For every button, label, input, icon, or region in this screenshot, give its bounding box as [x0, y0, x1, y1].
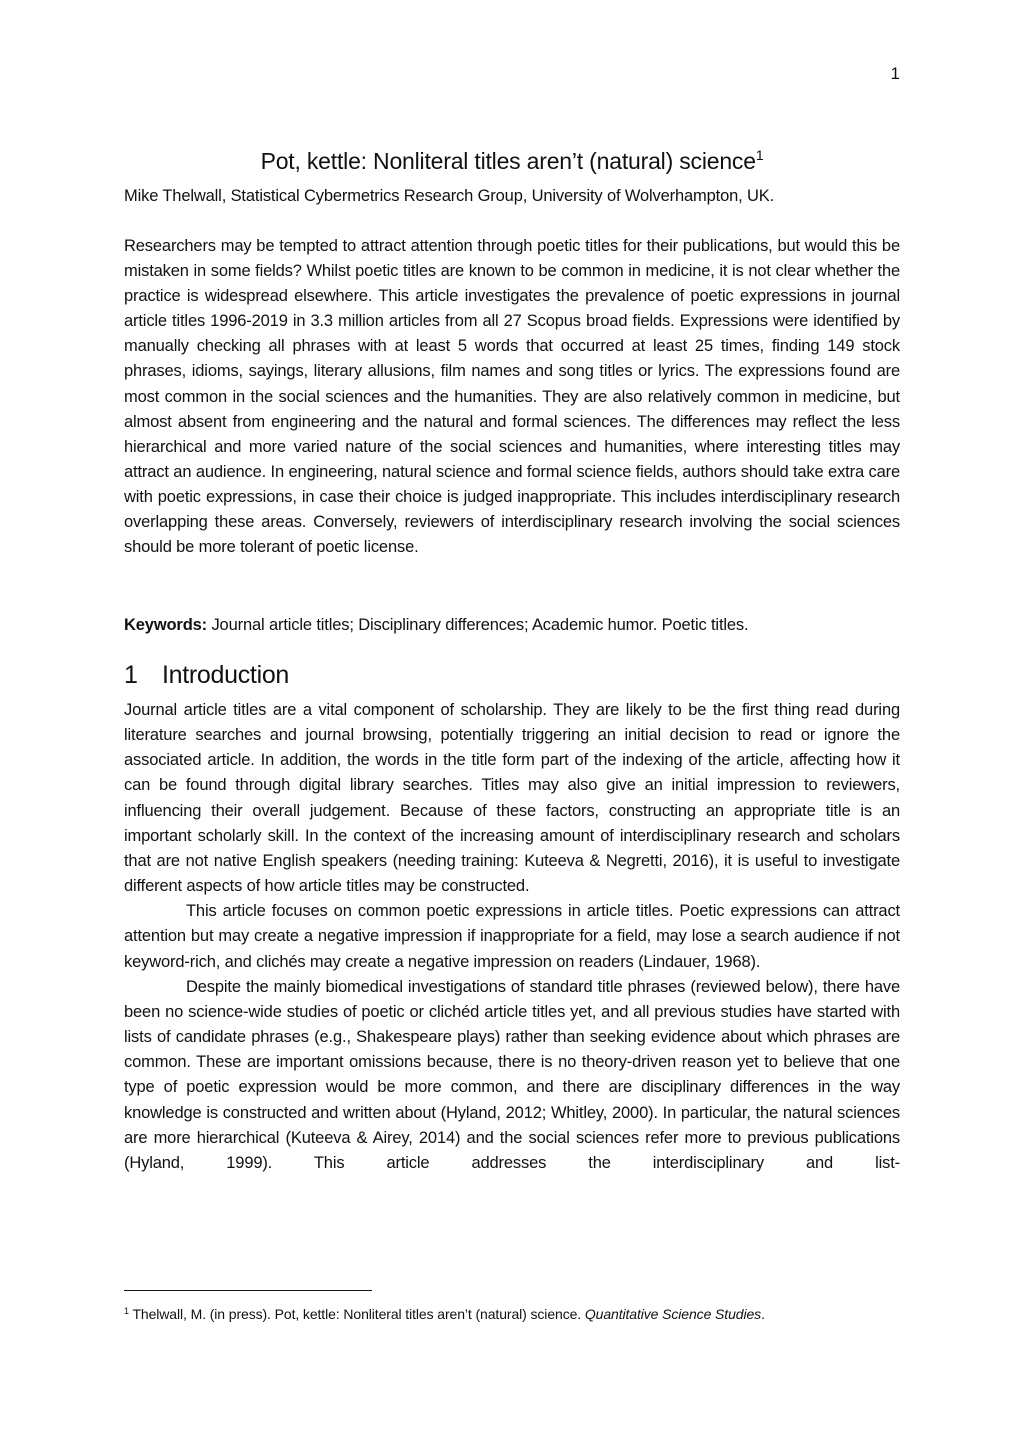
footnote-mark: 1	[124, 1306, 129, 1316]
footnote-journal: Quantitative Science Studies	[584, 1306, 762, 1322]
paper-title	[124, 146, 900, 176]
keywords-label: Keywords:	[124, 616, 208, 634]
section-heading-introduction	[124, 658, 900, 692]
title-footnote-mark: 1	[755, 147, 764, 163]
introduction-body	[124, 698, 900, 1176]
section-number: 1	[124, 661, 138, 689]
intro-paragraph-3: Despite the mainly biomedical investigations of standard title phrases (reviewed below), there have been no science-wide studies of poetic or clichéd article titles yet, and all previous studies have started with lists of candidate phrases (e.g., Shakespeare plays) rather than seeking evidence about which phrases are common. These are important omissions because, there is no theory-driven reason yet to believe that one type of poetic expression would be more common, and there are disciplinary differences in the way knowledge is constructed and written about (Hyland, 2012; Whitley, 2000). In particular, the natural sciences are more hierarchical (Kuteeva & Airey, 2014) and the social sciences refer more to previous publications (Hyland, 1999). This article addresses the interdisciplinary and list-	[124, 977, 900, 1172]
keywords	[124, 613, 900, 638]
abstract-paragraph: Researchers may be tempted to attract attention through poetic titles for their publications, but would this be mistaken in some fields? Whilst poetic titles are known to be common in medicine, it is not clear whether the practice is widespread elsewhere. This article investigates the prevalence of poetic expressions in journal article titles 1996-2019 in 3.3 million articles from all 27 Scopus broad fields. Expressions were identified by manually checking all phrases with at least 5 words that occurred at least 25 times, finding 149 stock phrases, idioms, sayings, literary allusions, film names and song titles or lyrics. The expressions found are most common in the social sciences and the humanities. They are also relatively common in medicine, but almost absent from engineering and the natural and formal sciences. The differences may reflect the less hierarchical and more varied nature of the social sciences and humanities, where interesting titles may attract an audience. In engineering, natural science and formal science fields, authors should take extra care with poetic expressions, in case their choice is judged inappropriate. This includes interdisciplinary research overlapping these areas. Conversely, reviewers of interdisciplinary research involving the social sciences should be more tolerant of poetic license.	[124, 237, 900, 557]
footnote-separator	[124, 1290, 372, 1291]
intro-paragraph-2: This article focuses on common poetic expressions in article titles. Poetic expressions can attract attention but may create a negative impression if inappropriate for a field, may lose a search audience if not keyword-rich, and clichés may create a negative impression on readers (Lindauer, 1968).	[124, 902, 900, 971]
keywords-text: Journal article titles; Disciplinary differences; Academic humor. Poetic titles.	[207, 616, 749, 634]
footnote-end: .	[761, 1306, 765, 1322]
section-title: Introduction	[162, 661, 290, 689]
intro-paragraph-1: Journal article titles are a vital component of scholarship. They are likely to be the first thing read during literature searches and journal browsing, potentially triggering an initial decision to read or ignore the associated article. In addition, the words in the title form part of the indexing of the article, affecting how it can be found through digital library searches. Titles may also give an initial impression to reviewers, influencing their overall judgement. Because of these factors, constructing an appropriate title is an important scholarly skill. In the context of the increasing amount of interdisciplinary research and scholars that are not native English speakers (needing training: Kuteeva & Negretti, 2016), it is useful to investigate different aspects of how article titles may be constructed.	[124, 701, 900, 896]
paper-title-text: Pot, kettle: Nonliteral titles aren’t (natural) science	[260, 148, 756, 174]
page-number: 1	[890, 64, 900, 83]
footnote	[124, 1304, 900, 1324]
footnote-text: Thelwall, M. (in press). Pot, kettle: Nonliteral titles aren’t (natural) science.	[128, 1306, 585, 1322]
abstract	[124, 234, 900, 560]
author-affiliation: Mike Thelwall, Statistical Cybermetrics Research Group, University of Wolverhampton, UK.	[124, 187, 775, 205]
